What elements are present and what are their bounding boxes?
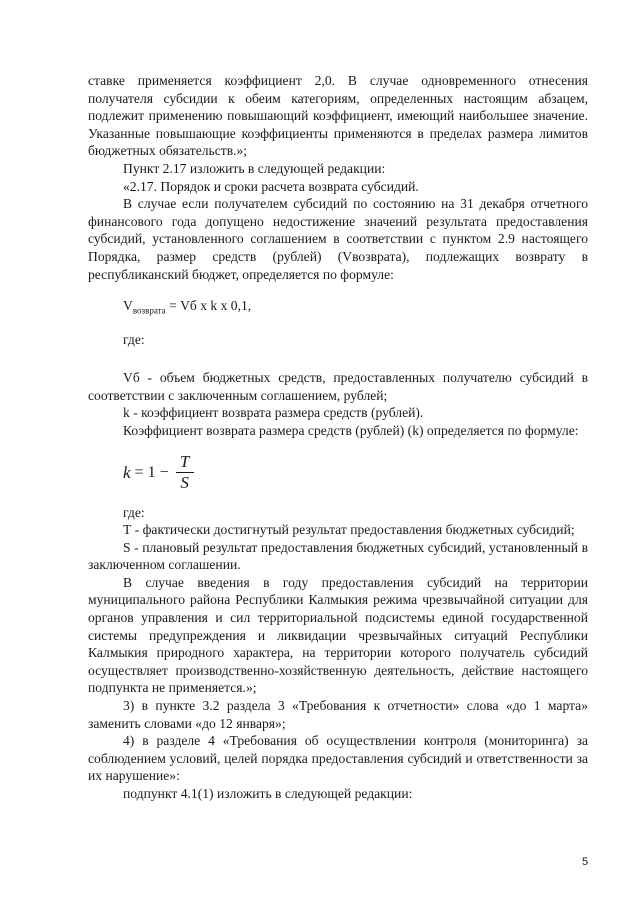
paragraph-k-formula-intro: Коэффициент возврата размера средств (рублей) (k) определяется по формуле: — [123, 422, 579, 438]
paragraph-clause-2-17-intro: Пункт 2.17 изложить в следующей редакции: — [123, 160, 386, 176]
formula-refund-subscript: возврата — [132, 305, 166, 316]
paragraph-coefficient-end: ставке применяется коэффициент 2,0. В случае одновременного отнесения получателя субсидии к обеим категориям, определенных настоящим абзацем, подлежит применению повышающий коэффициент, имеющий наибольшее значение. Указанные повышающие коэффициенты применяются в пределах размера лимитов бюджетных обязательств.»; — [88, 73, 588, 159]
where-label-2: где: — [123, 504, 145, 520]
formula-refund-v: V — [123, 298, 133, 314]
formula-refund-expression: = Vб x k x 0,1, — [165, 298, 252, 314]
paragraph-k-definition: k - коэффициент возврата размера средств (рублей). — [123, 405, 424, 421]
paragraph-t-definition: Т - фактически достигнутый результат предоставления бюджетных субсидий; — [123, 522, 575, 538]
paragraph-item-3: 3) в пункте 3.2 раздела 3 «Требования к отчетности» слова «до 1 марта» заменить словами «до 12 января»; — [88, 698, 588, 731]
paragraph-vb-definition: Vб - объем бюджетных средств, предоставленных получателю субсидий в соответствии с заключенным соглашением, рублей; — [88, 370, 588, 403]
formula-fraction — [176, 452, 194, 493]
formula-numerator: T — [179, 452, 190, 471]
paragraph-item-4: 4) в разделе 4 «Требования об осуществлении контроля (мониторинга) за соблюдением условий, целей порядка предоставления субсидий и ответственности за их нарушение»: — [88, 733, 588, 784]
document-body — [88, 72, 588, 803]
formula-refund-amount — [123, 297, 588, 327]
paragraph-s-definition: S - плановый результат предоставления бюджетных субсидий, установленный в заключенном соглашении. — [88, 539, 588, 573]
where-label: где: — [123, 332, 145, 348]
formula-coefficient-k: k — [123, 462, 131, 482]
formula-coefficient — [123, 448, 588, 498]
page-number: 5 — [582, 856, 589, 868]
formula-coefficient-equals: = 1 − — [134, 463, 169, 481]
paragraph-refund-condition: В случае если получателем субсидий по состоянию на 31 декабря отчетного финансового года допущено недостижение значений результата предоставления субсидий, установленного соглашением в соответствии с пунктом 2.9 настоящего Порядка, размер средств (рублей) (Vвозврата), подлежащих возврату в республиканский бюджет, определяется по формуле: — [88, 196, 588, 282]
paragraph-emergency-exception: В случае введения в году предоставления субсидий на территории муниципального района Республики Калмыкия режима чрезвычайной ситуации для органов управления и сил территориальной подсистемы единой государственной системы предупреждения и ликвидации чрезвычайных ситуаций Республики Калмыкия природного характера, на территории которого получатель субсидий осуществляет производственно-хозяйственную деятельность, действие настоящего подпункта не применяется.»; — [88, 574, 588, 696]
paragraph-clause-2-17-title: «2.17. Порядок и сроки расчета возврата субсидий. — [123, 178, 419, 194]
formula-denominator: S — [180, 473, 189, 492]
paragraph-subclause-4-1-1: подпункт 4.1(1) изложить в следующей редакции: — [123, 786, 413, 801]
